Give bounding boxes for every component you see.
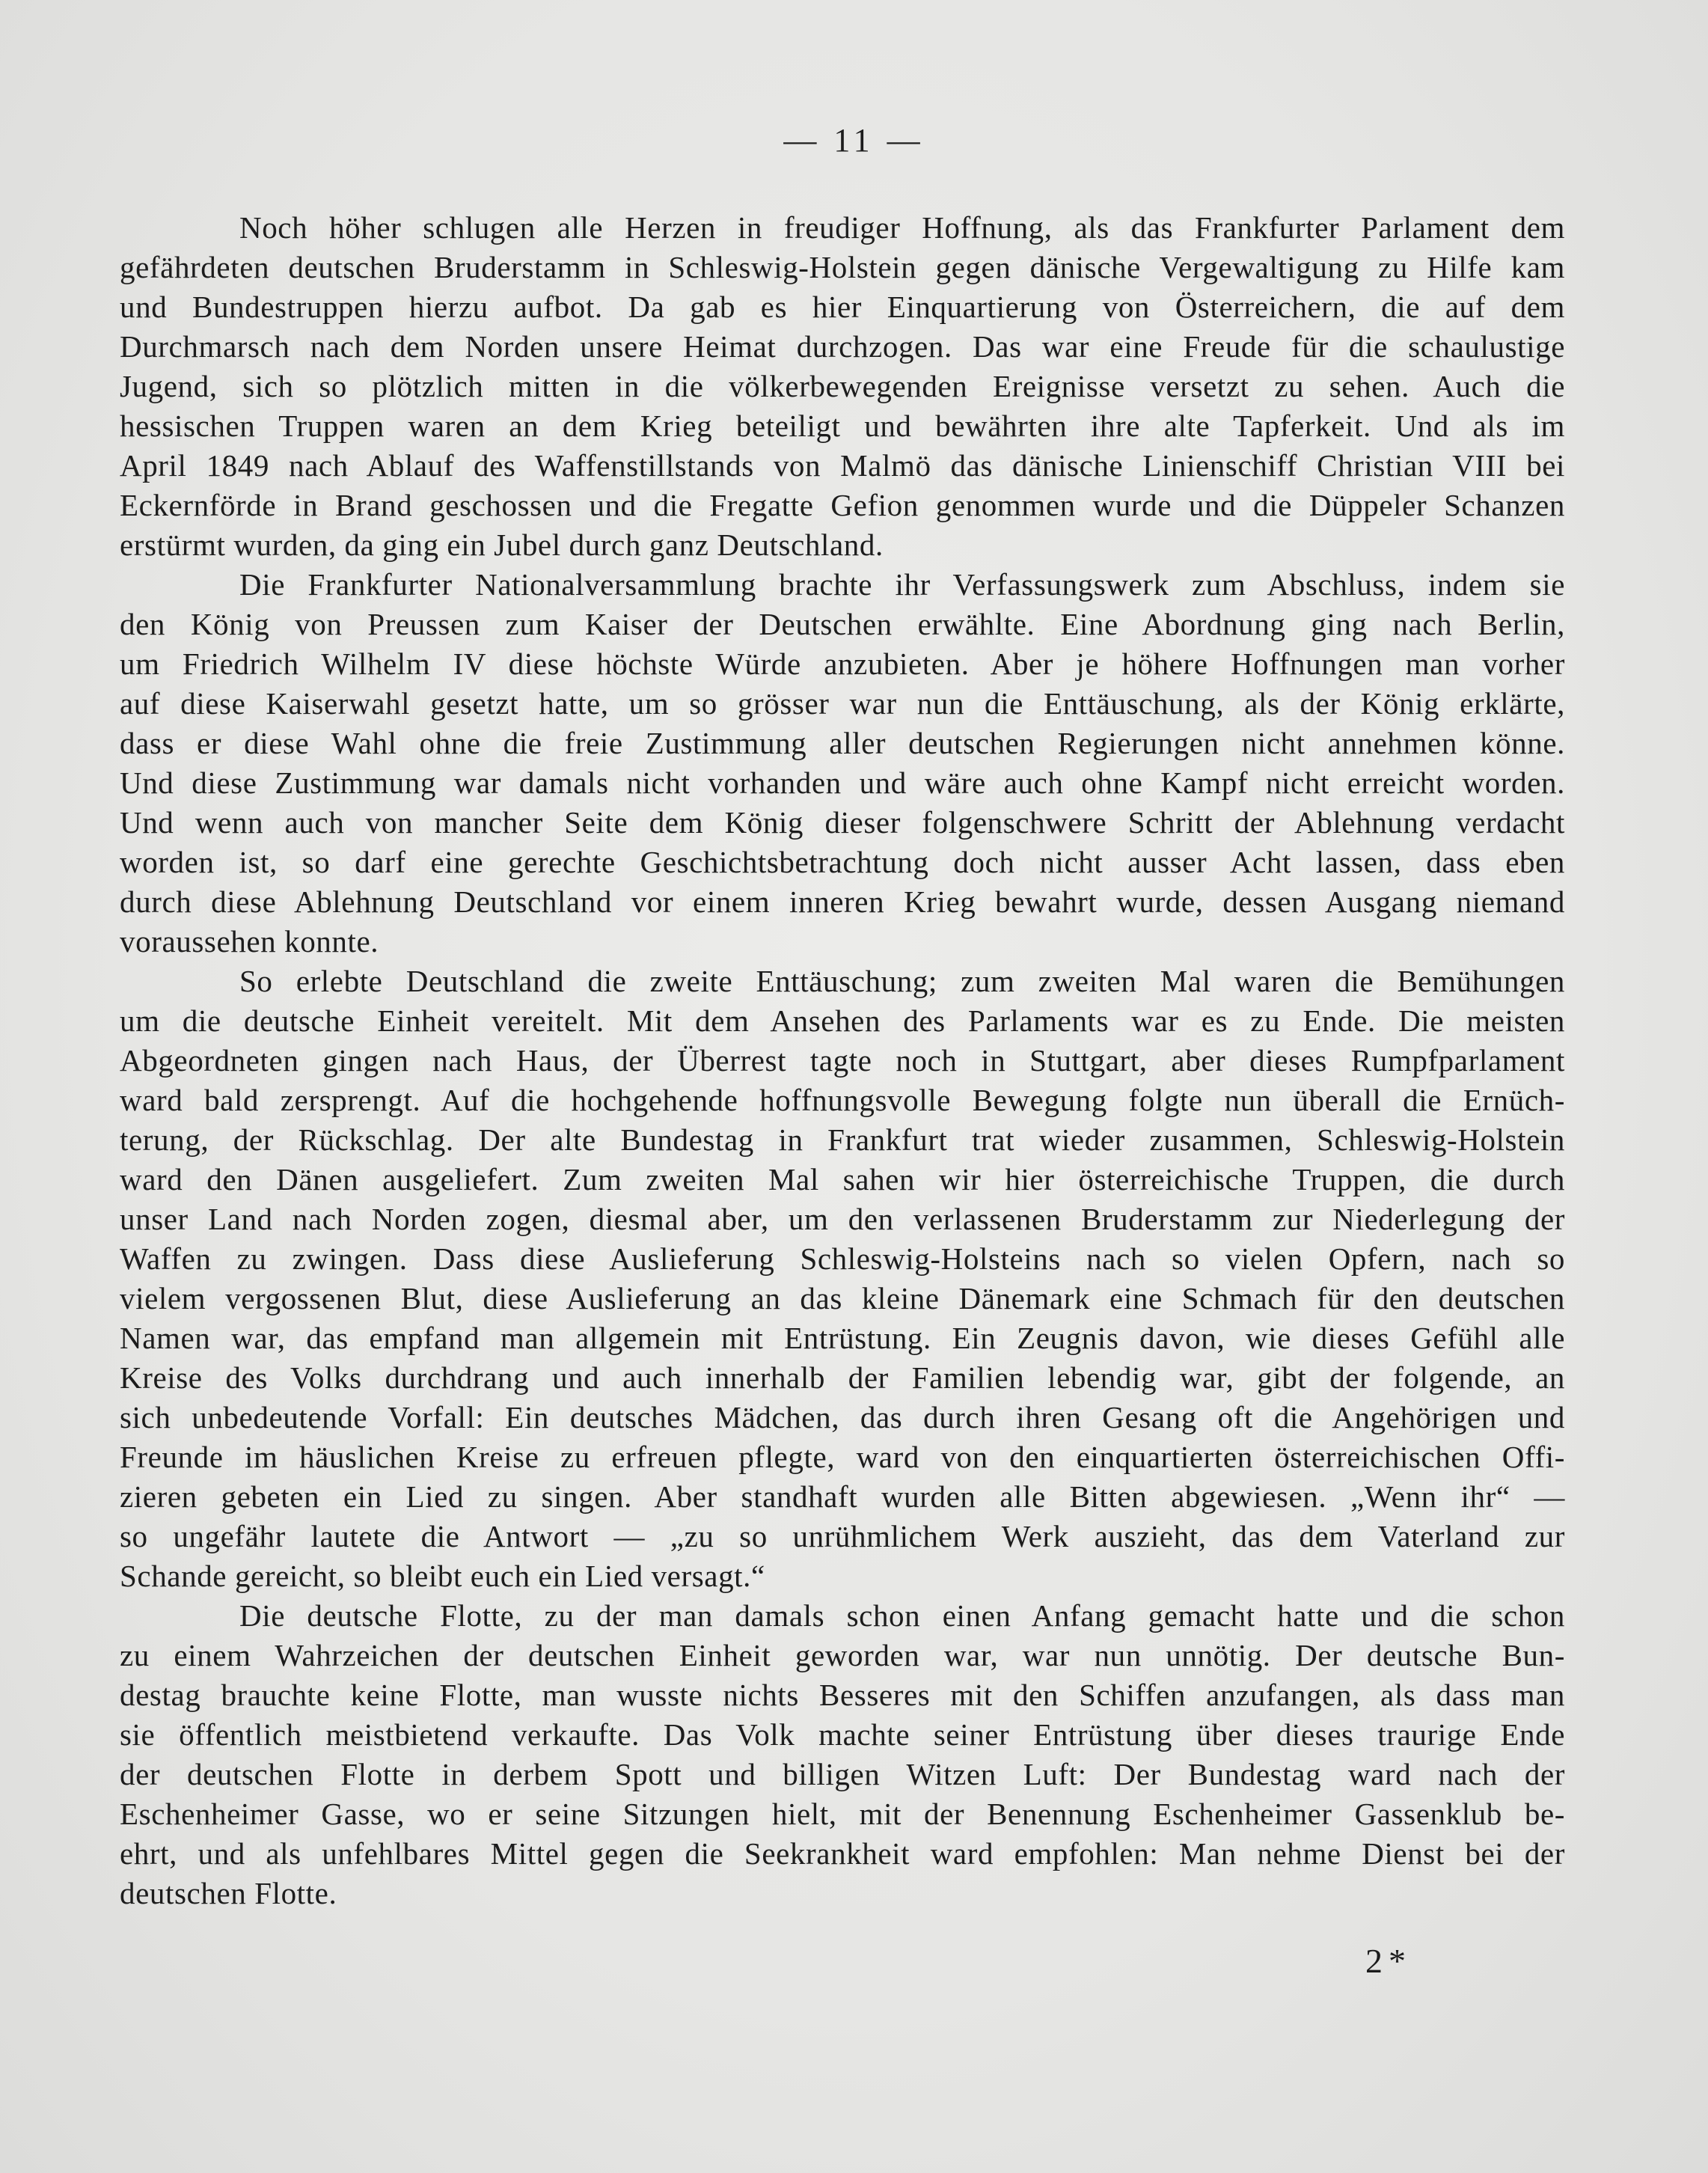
text-line: Eschenheimer Gasse, wo er seine Sitzungen hielt, mit der Benennung Eschenheimer Gassenklub be- — [120, 1797, 1565, 1831]
text-line: zieren gebeten ein Lied zu singen. Aber standhaft wurden alle Bitten abgewiesen. „Wenn ihr“ — — [120, 1479, 1565, 1514]
text-line: ehrt, und als unfehlbares Mittel gegen die Seekrankheit ward empfohlen: Man nehme Dienst bei der — [120, 1836, 1565, 1871]
text-line: Freunde im häuslichen Kreise zu erfreuen pflegte, ward von den einquartierten österreichischen Offi- — [120, 1440, 1565, 1474]
text-line: auf diese Kaiserwahl gesetzt hatte, um so grösser war nun die Enttäuschung, als der König erklärte, — [120, 686, 1565, 721]
text-line: ward bald zersprengt. Auf die hochgehende hoffnungsvolle Bewegung folgte nun überall die Ernüch- — [120, 1083, 1565, 1117]
text-line: vielem vergossenen Blut, diese Auslieferung an das kleine Dänemark eine Schmach für den deutschen — [120, 1281, 1565, 1315]
text-line: ward den Dänen ausgeliefert. Zum zweiten Mal sahen wir hier österreichische Truppen, die durch — [120, 1162, 1565, 1196]
text-line: hessischen Truppen waren an dem Krieg beteiligt und bewährten ihre alte Tapferkeit. Und als im — [120, 409, 1565, 443]
text-line: zu einem Wahrzeichen der deutschen Einheit geworden war, war nun unnötig. Der deutsche Bun- — [120, 1638, 1565, 1672]
text-line: dass er diese Wahl ohne die freie Zustimmung aller deutschen Regierungen nicht annehmen könne. — [120, 726, 1565, 760]
text-line: erstürmt wurden, da ging ein Jubel durch ganz Deutschland. — [120, 528, 884, 562]
text-line: Die Frankfurter Nationalversammlung brachte ihr Verfassungswerk zum Abschluss, indem sie — [239, 567, 1565, 602]
text-line: sich unbedeutende Vorfall: Ein deutsches Mädchen, das durch ihren Gesang oft die Angehörigen und — [120, 1400, 1565, 1434]
body-text — [120, 208, 1565, 1913]
text-line: voraussehen konnte. — [120, 924, 379, 959]
text-line: und Bundestruppen hierzu aufbot. Da gab es hier Einquartierung von Österreichern, die auf dem — [120, 290, 1565, 324]
text-line: Waffen zu zwingen. Dass diese Auslieferung Schleswig-Holsteins nach so vielen Opfern, nach so — [120, 1241, 1565, 1276]
text-line: Eckernförde in Brand geschossen und die Fregatte Gefion genommen wurde und die Düppeler Schanzen — [120, 488, 1565, 522]
text-line: terung, der Rückschlag. Der alte Bundestag in Frankfurt trat wieder zusammen, Schleswig-Holstein — [120, 1122, 1565, 1157]
signature-mark: 2* — [1365, 1942, 1412, 1980]
text-line: Abgeordneten gingen nach Haus, der Überrest tagte noch in Stuttgart, aber dieses Rumpfparlament — [120, 1043, 1565, 1078]
text-line: Jugend, sich so plötzlich mitten in die völkerbewegenden Ereignisse versetzt zu sehen. Auch die — [120, 369, 1565, 403]
text-line: um Friedrich Wilhelm IV diese höchste Würde anzubieten. Aber je höhere Hoffnungen man vorher — [120, 647, 1565, 681]
text-line: den König von Preussen zum Kaiser der Deutschen erwählte. Eine Abordnung ging nach Berlin, — [120, 607, 1565, 641]
text-line: so ungefähr lautete die Antwort — „zu so unrühmlichem Werk auszieht, das dem Vaterland zur — [120, 1519, 1565, 1553]
text-line: So erlebte Deutschland die zweite Enttäuschung; zum zweiten Mal waren die Bemühungen — [239, 964, 1565, 998]
text-line: Die deutsche Flotte, zu der man damals schon einen Anfang gemacht hatte und die schon — [239, 1598, 1565, 1633]
text-line: deutschen Flotte. — [120, 1876, 337, 1910]
text-line: durch diese Ablehnung Deutschland vor einem inneren Krieg bewahrt wurde, dessen Ausgang niemand — [120, 884, 1565, 919]
text-line: Noch höher schlugen alle Herzen in freudiger Hoffnung, als das Frankfurter Parlament dem — [239, 210, 1565, 245]
text-line: sie öffentlich meistbietend verkaufte. Das Volk machte seiner Entrüstung über dieses traurige Ende — [120, 1717, 1565, 1752]
text-line: der deutschen Flotte in derbem Spott und billigen Witzen Luft: Der Bundestag ward nach der — [120, 1757, 1565, 1791]
text-line: Und wenn auch von mancher Seite dem König dieser folgenschwere Schritt der Ablehnung verdacht — [120, 805, 1565, 840]
text-line: Und diese Zustimmung war damals nicht vorhanden und wäre auch ohne Kampf nicht erreicht worden. — [120, 765, 1565, 800]
text-line: Kreise des Volks durchdrang und auch innerhalb der Familien lebendig war, gibt der folgende, an — [120, 1360, 1565, 1395]
text-line: worden ist, so darf eine gerechte Geschichtsbetrachtung doch nicht ausser Acht lassen, dass eben — [120, 845, 1565, 879]
text-line: April 1849 nach Ablauf des Waffenstillstands von Malmö das dänische Linienschiff Christian VIII bei — [120, 448, 1565, 483]
text-line: destag brauchte keine Flotte, man wusste nichts Besseres mit den Schiffen anzufangen, als dass man — [120, 1678, 1565, 1712]
text-line: unser Land nach Norden zogen, diesmal aber, um den verlassenen Bruderstamm zur Niederlegung der — [120, 1202, 1565, 1236]
text-line: Namen war, das empfand man allgemein mit Entrüstung. Ein Zeugnis davon, wie dieses Gefühl alle — [120, 1321, 1565, 1355]
text-line: um die deutsche Einheit vereitelt. Mit dem Ansehen des Parlaments war es zu Ende. Die meisten — [120, 1003, 1565, 1038]
text-line: Schande gereicht, so bleibt euch ein Lied versagt.“ — [120, 1559, 765, 1593]
text-line: Durchmarsch nach dem Norden unsere Heimat durchzogen. Das war eine Freude für die schaulustige — [120, 329, 1565, 364]
text-line: gefährdeten deutschen Bruderstamm in Schleswig-Holstein gegen dänische Vergewaltigung zu Hilfe kam — [120, 250, 1565, 284]
page-number-header: — 11 — — [783, 122, 925, 159]
